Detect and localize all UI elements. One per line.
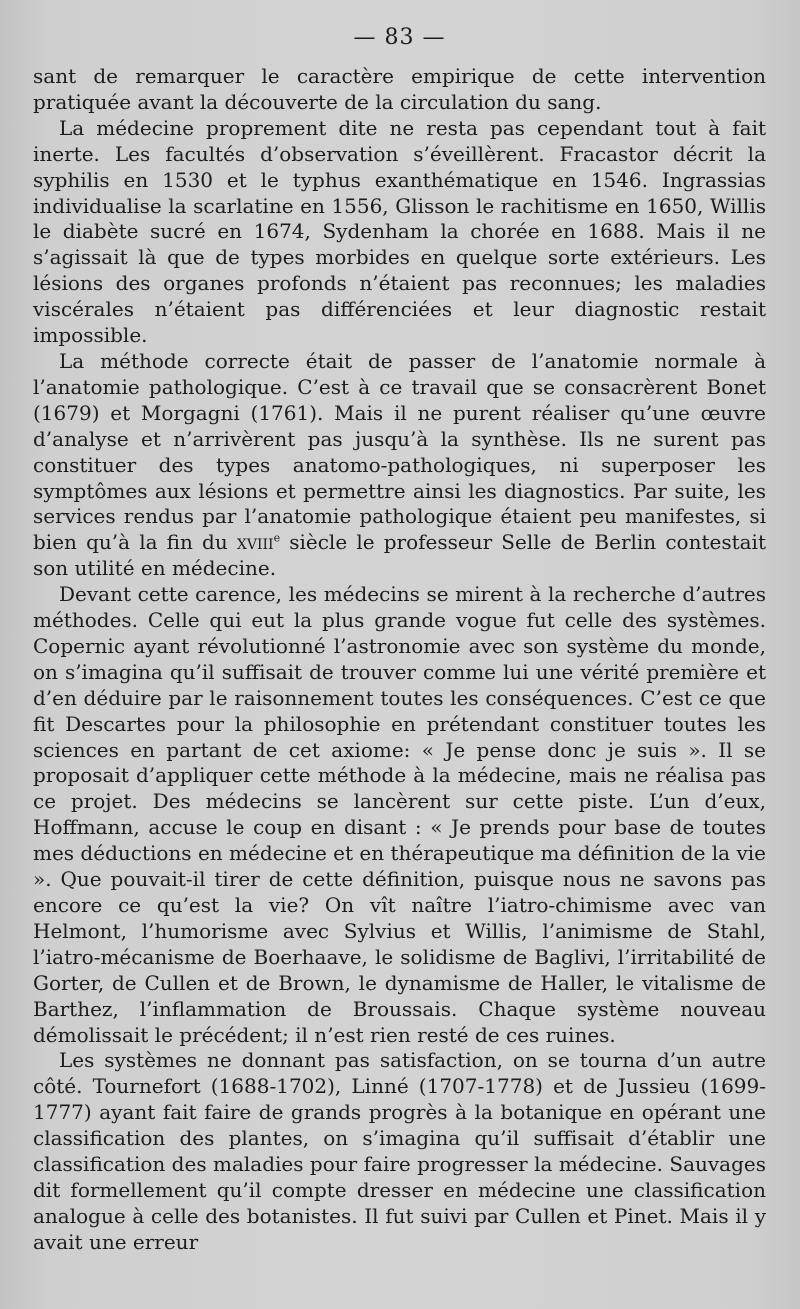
paragraph-2: La médecine proprement dite ne resta pas cependant tout à fait inerte. Les facultés d’observation s’éveillèrent. Fracastor décrit la syphilis en 1530 et le typhus exanthématique en 1546. Ingrassias individualise la scarlatine en 1556, Glisson le rachitisme en 1650, Willis le diabète sucré en 1674, Sydenham la chorée en 1688. Mais il ne s’agissait là que de types morbides en quelque sorte extérieurs. Les lésions des organes profonds n’étaient pas reconnues; les maladies viscérales n’étaient pas différenciées et leur diagnostic restait impossible. [33,115,766,348]
paragraph-1: sant de remarquer le caractère empirique de cette intervention pratiquée avant la découverte de la circulation du sang. [33,64,766,114]
paragraph-3 [33,349,766,582]
paragraph-3-text: La méthode correcte était de passer de l’anatomie normale à l’anatomie pathologique. C’est à ce travail que se consacrèrent Bonet (1679) et Morgagni (1761). Mais il ne purent réaliser qu’une œuvre d’analyse et n’arrivèrent pas jusqu’à la synthèse. Ils ne surent pas constituer des types anatomo-pathologiques, ni superposer les symptômes aux lésions et permettre ainsi les diagnostics. Par suite, les services rendus par l’anatomie pathologique étaient peu manifestes, si bien qu’à la fin du [33,348,766,555]
century-numeral: xviii [236,530,274,555]
paragraph-5: Les systèmes ne donnant pas satisfaction, on se tourna d’un autre côté. Tournefort (1688-1702), Linné (1707-1778) et de Jussieu (1699-1777) ayant fait faire de grands progrès à la botanique en opérant une classification des plantes, on s’imagina qu’il suffisait d’établir une classification des maladies pour faire progresser la médecine. Sauvages dit formellement qu’il compte dresser en médecine une classification analogue à celle des botanistes. Il fut suivi par Cullen et Pinet. Mais il y avait une erreur [33,1048,766,1254]
page-number: — 83 — [353,25,446,50]
century-superscript: e [273,531,281,545]
paragraph-3-end: siècle le professeur Selle de Berlin contestait son utilité en médecine. [33,530,766,581]
body-text [33,64,766,1256]
paragraph-4: Devant cette carence, les médecins se mirent à la recherche d’autres méthodes. Celle qui eut la plus grande vogue fut celle des systèmes. Copernic ayant révolutionné l’astronomie avec son système du monde, on s’imagina qu’il suffisait de trouver comme lui une vérité première et d’en déduire par le raisonnement toutes les conséquences. C’est ce que fit Descartes pour la philosophie en prétendant constituer toutes les sciences en partant de cet axiome: « Je pense donc je suis ». Il se proposait d’appliquer cette méthode à la médecine, mais ne réalisa pas ce projet. Des médecins se lancèrent sur cette piste. L’un d’eux, Hoffmann, accuse le coup en disant : « Je prends pour base de toutes mes déductions en médecine et en thérapeutique ma définition de la vie ». Que pouvait-il tirer de cette définition, puisque nous ne savons pas encore ce qu’est la vie? On vît naître l’iatro-chimisme avec van Helmont, l’humorisme avec Sylvius et Willis, l’animisme de Stahl, l’iatro-mécanisme de Boerhaave, le solidisme de Baglivi, l’irritabilité de Gorter, de Cullen et de Brown, le dynamisme de Haller, le vitalisme de Barthez, l’inflammation de Broussais. Chaque système nouveau démolissait le précédent; il n’est rien resté de ces ruines. [33,582,766,1047]
